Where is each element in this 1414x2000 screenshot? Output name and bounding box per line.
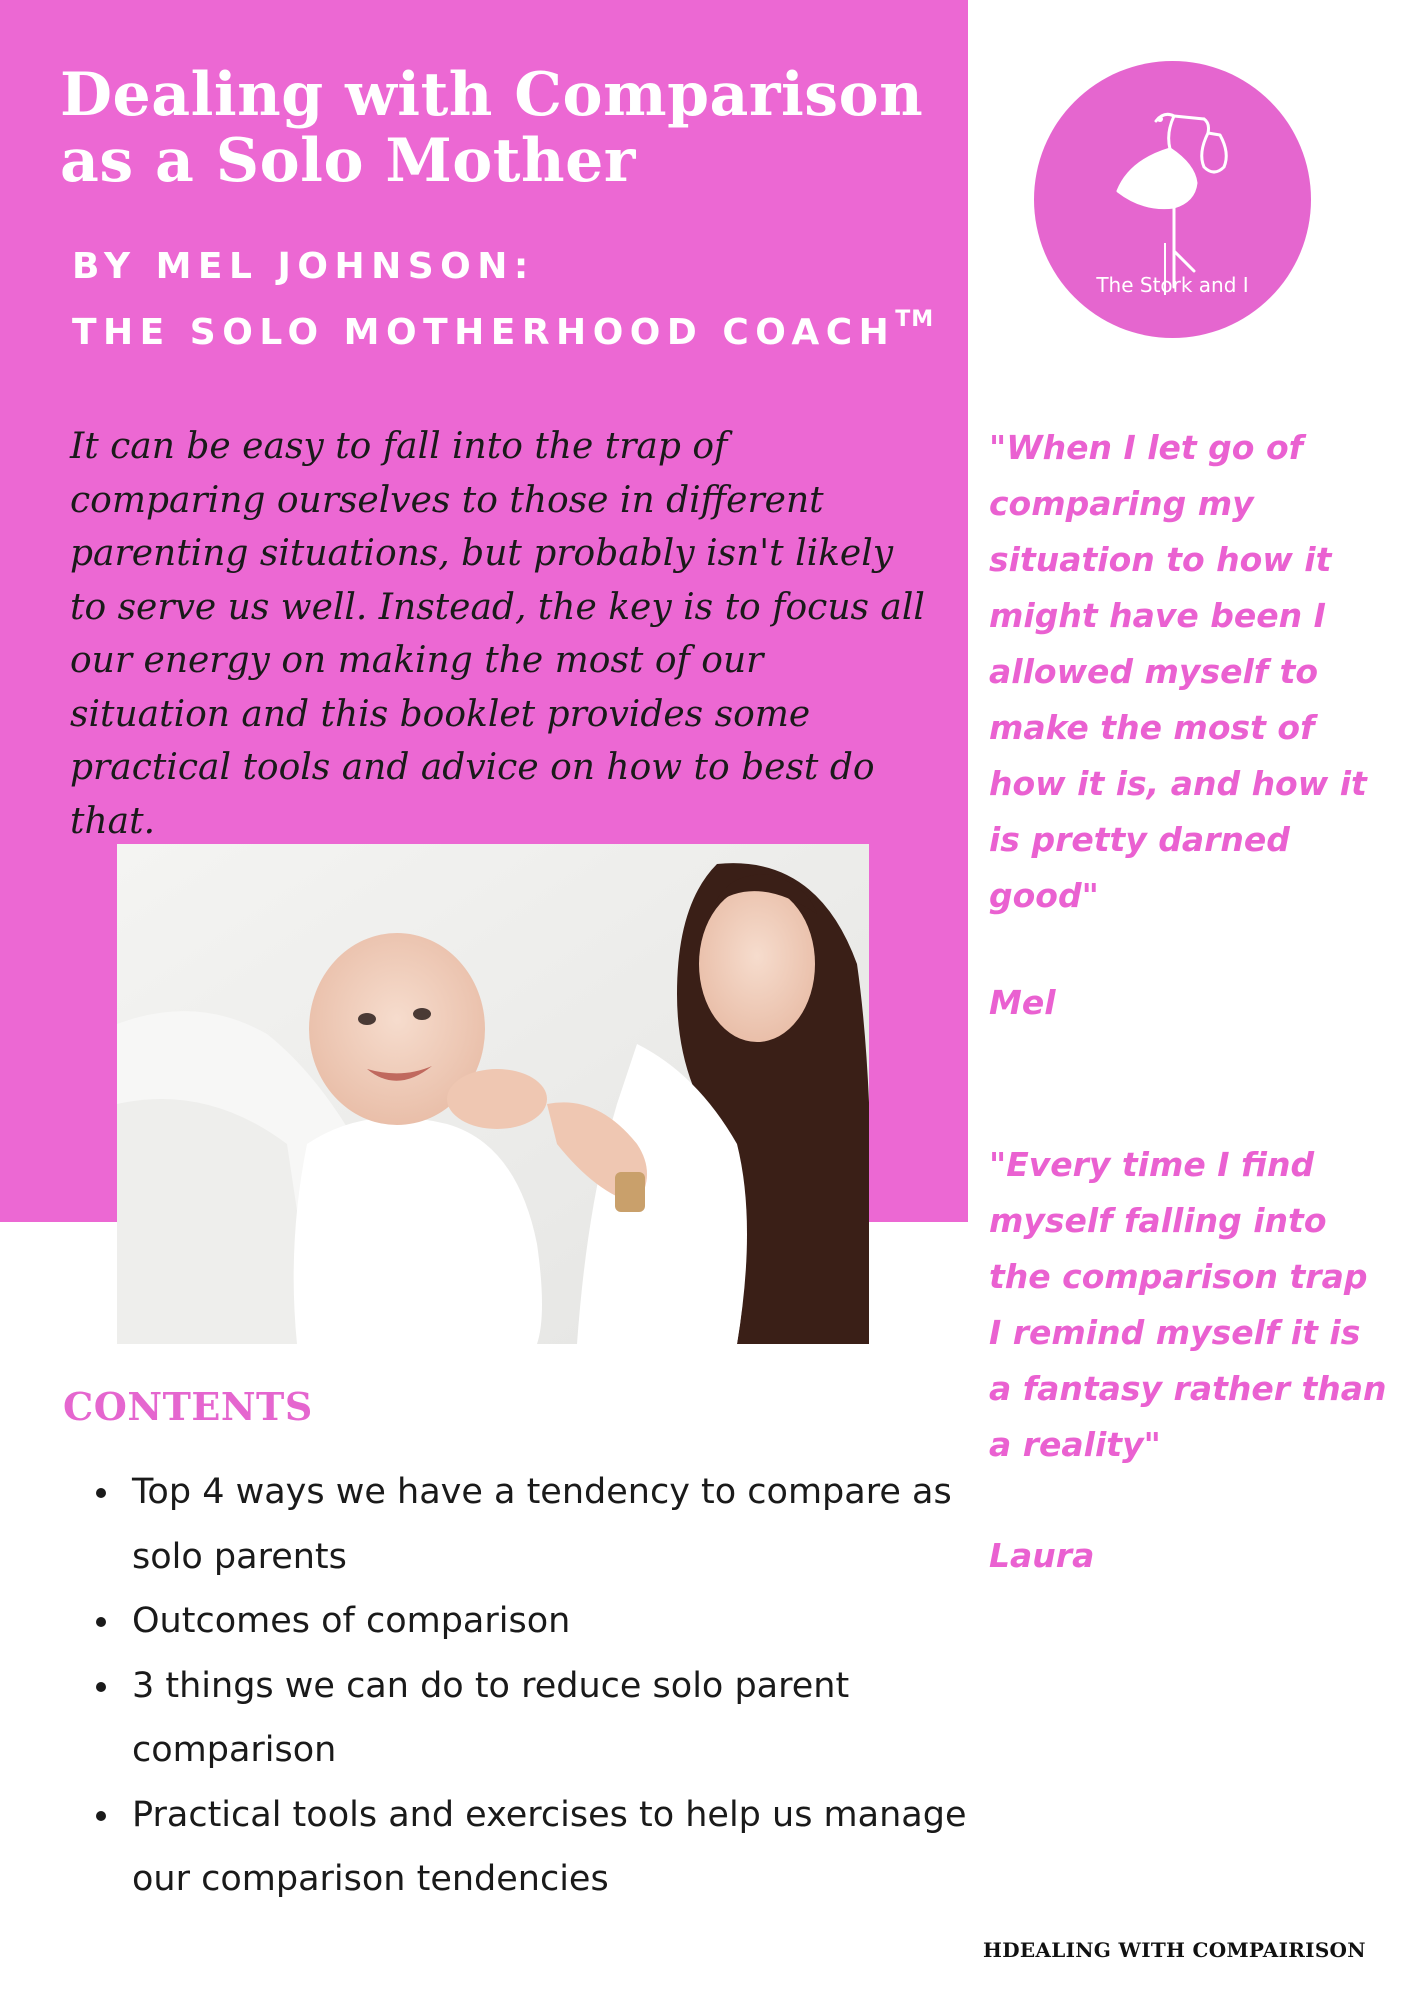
contents-heading: CONTENTS: [63, 1384, 313, 1429]
contents-item: Outcomes of comparison: [132, 1589, 992, 1654]
contents-list: [92, 1460, 992, 1912]
quote-author-laura: Laura: [989, 1536, 1095, 1575]
contents-item: Top 4 ways we have a tendency to compare as solo parents: [132, 1460, 992, 1589]
page-title: [60, 62, 923, 194]
quote-mel: "When I let go of comparing my situation to how it might have been I allowed myself to make the most of how it is, and how it is pretty darned good": [989, 428, 1367, 915]
stork-logo: [1034, 61, 1311, 338]
quote-author-mel: Mel: [989, 983, 1056, 1022]
trademark-mark: TM: [895, 307, 935, 332]
logo-text: The Stork and I: [1096, 273, 1249, 297]
title-line-1: Dealing with Comparison: [60, 60, 924, 130]
contents-item: 3 things we can do to reduce solo parent comparison: [132, 1654, 992, 1783]
intro-paragraph: It can be easy to fall into the trap of comparing ourselves to those in different parenting situations, but probably isn't likely to serve us well. Instead, the key is to focus all our energy on making the most of our situation and this booklet provides some practical tools and advice on how to best do that.: [70, 426, 925, 842]
byline-role: [72, 307, 935, 353]
quote-laura: "Every time I find myself falling into the comparison trap I remind myself it is a fantasy rather than a reality": [989, 1145, 1387, 1464]
contents-item: Practical tools and exercises to help us manage our comparison tendencies: [132, 1783, 992, 1912]
title-line-2: as a Solo Mother: [60, 126, 636, 196]
byline-role-text: THE SOLO MOTHERHOOD COACH: [72, 312, 896, 353]
byline-author: BY MEL JOHNSON:: [72, 246, 535, 287]
page-footer: HDEALING WITH COMPAIRISON: [983, 1938, 1366, 1962]
mother-and-baby-photo: [117, 844, 869, 1344]
